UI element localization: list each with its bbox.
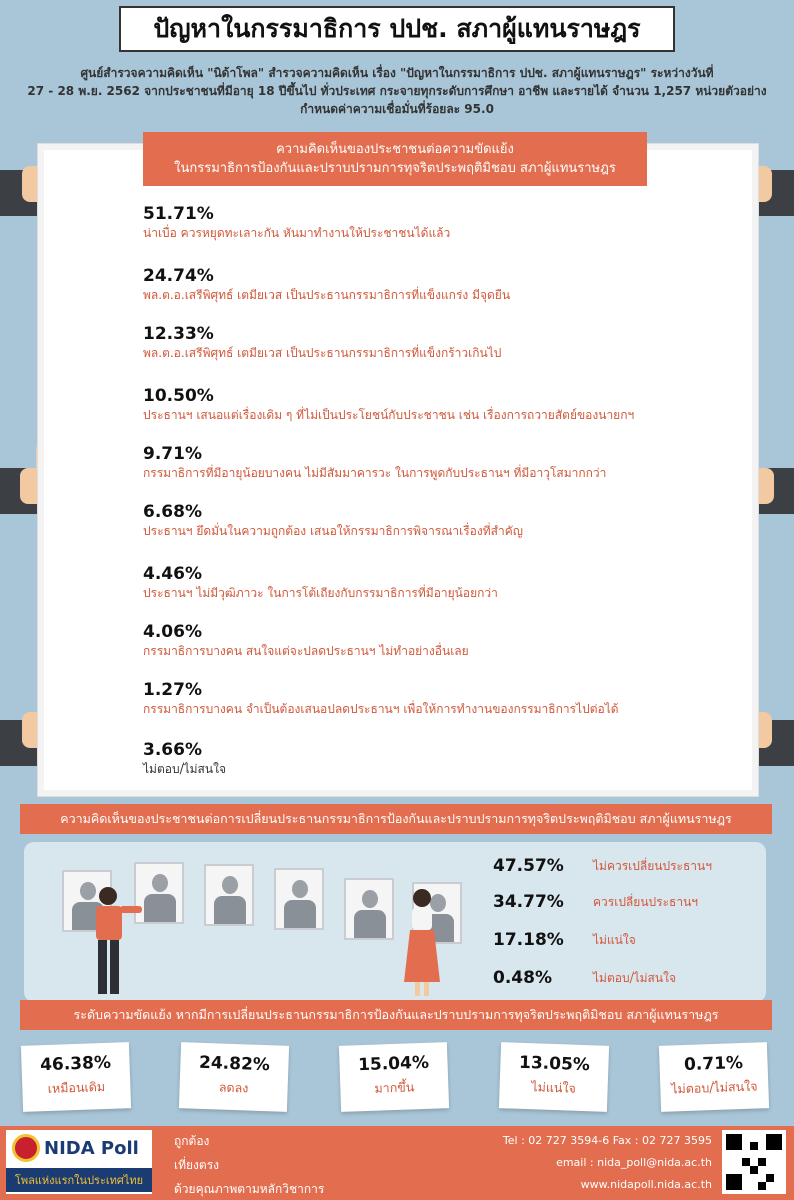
website-link[interactable]: www.nidapoll.nida.ac.th — [580, 1178, 712, 1191]
nida-poll-logo[interactable]: NIDA Poll โพลแห่งแรกในประเทศไทย — [6, 1130, 152, 1194]
result-item: 6.68% ประธานฯ ยึดมั่นในความถูกต้อง เสนอให้กรรมาธิการพิจารณาเรื่องที่สำคัญ — [143, 502, 523, 538]
tel-fax: Tel : 02 727 3594-6 Fax : 02 727 3595 — [502, 1134, 712, 1147]
level-card: 46.38% เหมือนเดิม — [21, 1042, 131, 1112]
intro-text: ศูนย์สำรวจความคิดเห็น "นิด้าโพล" สำรวจความคิดเห็น เรื่อง "ปัญหาในกรรมาธิการ ปปช. สภาผู้แทนราษฎร" ระหว่างวันที่ 27 - 28 พ.ย. 2562 จากประชาชนที่มีอายุ 18 ปีขึ้นไป ทั่วประเทศ กระจายทุกระดับการศึกษา อาชีพ และรายได้ จำนวน 1,257 หน่วยตัวอย่าง กำหนดค่าความเชื่อมั่นที่ร้อยละ 95.0 — [27, 66, 767, 116]
section3-heading: ระดับความขัดแย้ง หากมีการเปลี่ยนประธานกรรมาธิการป้องกันและปราบปรามการทุจริตประพฤติมิชอบ สภาผู้แทนราษฎร — [20, 1000, 772, 1030]
result-item: 3.66% ไม่ตอบ/ไม่สนใจ — [143, 740, 226, 776]
portrait-frame — [274, 868, 324, 930]
seal-icon — [12, 1134, 40, 1162]
section2-heading: ความคิดเห็นของประชาชนต่อการเปลี่ยนประธานกรรมาธิการป้องกันและปราบปรามการทุจริตประพฤติมิชอบ สภาผู้แทนราษฎร — [20, 804, 772, 834]
portrait-frame — [204, 864, 254, 926]
section1-heading: ความคิดเห็นของประชาชนต่อความขัดแย้ง ในกรรมาธิการป้องกันและปราบปรามการทุจริตประพฤติมิชอบ สภาผู้แทนราษฎร — [143, 132, 647, 186]
result-item: 24.74% พล.ต.อ.เสรีพิศุทธ์ เตมียเวส เป็นประธานกรรมาธิการที่แข็งแกร่ง มีจุดยืน — [143, 266, 511, 302]
result-item: 51.71% น่าเบื่อ ควรหยุดทะเลาะกัน หันมาทำงานให้ประชาชนได้แล้ว — [143, 204, 451, 240]
tagline: ถูกต้อง — [174, 1134, 210, 1148]
result-item: 4.06% กรรมาธิการบางคน สนใจแต่จะปลดประธานฯ ไม่ทำอย่างอื่นเลย — [143, 622, 469, 658]
result-item: 10.50% ประธานฯ เสนอแต่เรื่องเดิม ๆ ที่ไม่เป็นประโยชน์กับประชาชน เช่น เรื่องการถวายสัตย์ของนายกฯ — [143, 386, 635, 422]
stat-row: 17.18% ไม่แน่ใจ — [493, 930, 636, 950]
qr-code-icon[interactable] — [722, 1130, 786, 1194]
email[interactable]: email : nida_poll@nida.ac.th — [556, 1156, 712, 1169]
stat-row: 34.77% ควรเปลี่ยนประธานฯ — [493, 892, 699, 912]
stat-row: 47.57% ไม่ควรเปลี่ยนประธานฯ — [493, 856, 712, 876]
tagline: เที่ยงตรง — [174, 1158, 219, 1172]
footer — [0, 1126, 794, 1200]
man-figure-icon — [86, 884, 146, 996]
level-card: 13.05% ไม่แน่ใจ — [499, 1042, 609, 1112]
result-item: 4.46% ประธานฯ ไม่มีวุฒิภาวะ ในการโต้เถียงกับกรรมาธิการที่มีอายุน้อยกว่า — [143, 564, 498, 600]
page-title: ปัญหาในกรรมาธิการ ปปช. สภาผู้แทนราษฎร — [119, 6, 675, 52]
result-item: 1.27% กรรมาธิการบางคน จำเป็นต้องเสนอปลดประธานฯ เพื่อให้การทำงานของกรรมาธิการไปต่อได้ — [143, 680, 619, 716]
level-card: 15.04% มากขึ้น — [339, 1042, 449, 1112]
result-item: 9.71% กรรมาธิการที่มีอายุน้อยบางคน ไม่มีสัมมาคารวะ ในการพูดกับประธานฯ ที่มีอาวุโสมากกว่า — [143, 444, 607, 480]
level-card: 0.71% ไม่ตอบ/ไม่สนใจ — [659, 1042, 769, 1112]
level-card: 24.82% ลดลง — [179, 1042, 289, 1112]
portrait-frame — [344, 878, 394, 940]
stat-row: 0.48% ไม่ตอบ/ไม่สนใจ — [493, 968, 676, 988]
tagline: ด้วยคุณภาพตามหลักวิชาการ — [174, 1182, 325, 1196]
woman-figure-icon — [402, 886, 442, 998]
result-item: 12.33% พล.ต.อ.เสรีพิศุทธ์ เตมียเวส เป็นประธานกรรมาธิการที่แข็งกร้าวเกินไป — [143, 324, 502, 360]
